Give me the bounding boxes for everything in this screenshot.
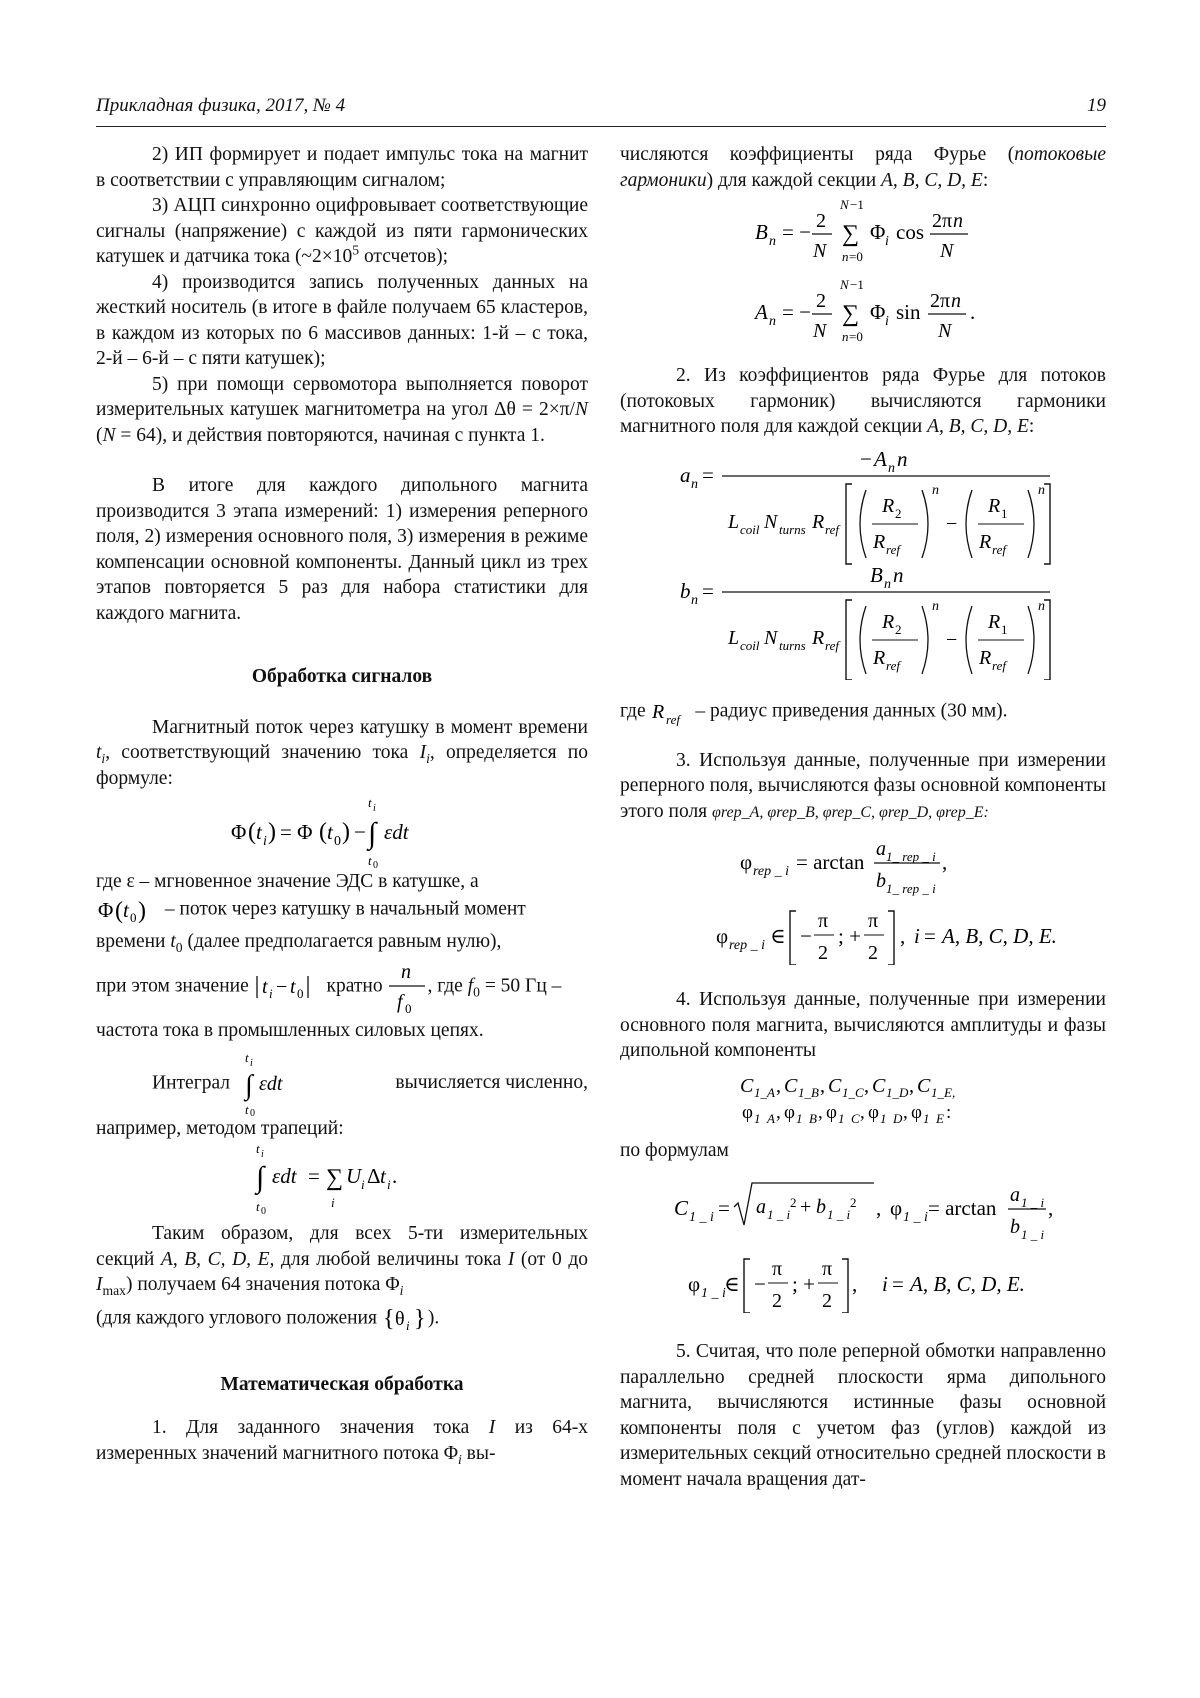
thus-paragraph-end: (для каждого углового положения { θ i } ). (96, 1305, 440, 1333)
svg-text:−: − (946, 628, 958, 651)
svg-text:= arctan: = arctan (796, 850, 865, 874)
svg-text:R: R (979, 646, 992, 669)
svg-text:C: C (828, 1074, 842, 1097)
svg-text:ref: ref (825, 637, 839, 653)
svg-text:= −: = − (782, 220, 811, 244)
svg-text:εdt: εdt (258, 1072, 283, 1095)
svg-text:f: f (397, 991, 404, 1013)
list-item-3: 3) АЦП синхронно оцифровывает соответствующие сигналы (напряжение) с каждой из пяти гармонических катушек и датчика тока ($\sim 2\times 10^5$ отсчетов); (96, 195, 588, 267)
svg-text:φ: φ (716, 924, 729, 948)
svg-text:0: 0 (249, 1107, 255, 1116)
svg-text:0: 0 (334, 834, 341, 849)
svg-text:t: t (261, 976, 268, 998)
where-eps-line-2: Φ ( t 0 ) – поток через катушку в начальный момент (96, 895, 588, 925)
svg-text:1_ rep _ i: 1_ rep _ i (886, 881, 936, 896)
svg-text:U: U (346, 1164, 362, 1188)
svg-text:n: n (401, 961, 412, 983)
svg-text:.: . (392, 1164, 398, 1188)
svg-text:1_D: 1_D (880, 1110, 903, 1124)
svg-text:cos: cos (896, 220, 924, 244)
svg-text:1_E: 1_E (923, 1110, 944, 1124)
svg-text:∈: ∈ (724, 1272, 740, 1296)
svg-text:=: = (308, 1164, 320, 1188)
svg-text:2: 2 (895, 505, 902, 521)
svg-text:π: π (868, 910, 879, 932)
svg-text:C: C (674, 1196, 689, 1220)
svg-text:C: C (784, 1074, 798, 1097)
svg-text:B: B (755, 220, 768, 244)
svg-text:R: R (988, 494, 1001, 517)
where-eps-line-1: где ε – мгновенное значение ЭДС в катушке, а (96, 871, 479, 892)
step-5-paragraph: 5. Считая, что поле реперной обмотки направленно параллельно средней плоскости ярма дипольного магнита, вычисляются истинные фазы основной компоненты поля с учетом фаз (углов) каждой из измерительных секций относительно средней плоскости в момент начала вращения дат- (620, 1341, 1106, 1490)
svg-text:,: , (818, 1101, 823, 1123)
svg-text:,: , (942, 850, 948, 874)
running-header (96, 92, 1106, 127)
journal-title: Прикладная физика, 2017, № 4 (96, 95, 346, 116)
theta-set (382, 1304, 428, 1334)
svg-text:t: t (123, 897, 129, 922)
svg-text:i: i (387, 1177, 391, 1192)
svg-text:0: 0 (405, 1001, 412, 1016)
svg-text:1_A: 1_A (754, 1084, 775, 1100)
svg-text:t: t (256, 1199, 260, 1214)
svg-text:1_A: 1_A (754, 1110, 775, 1124)
svg-text:1_B: 1_B (796, 1110, 817, 1124)
svg-text:−: − (354, 820, 366, 844)
svg-text:,: , (852, 1272, 858, 1296)
svg-text:t: t (368, 853, 372, 868)
svg-text:,: , (776, 1074, 781, 1097)
svg-text:b: b (680, 578, 691, 603)
svg-text:1: 1 (1001, 621, 1008, 637)
svg-text:1 _ i: 1 _ i (767, 1207, 791, 1222)
svg-text:1_C: 1_C (838, 1110, 860, 1124)
svg-text:n: n (769, 314, 776, 329)
svg-text:R: R (812, 626, 825, 649)
svg-text:2π: 2π (932, 210, 953, 232)
svg-text:0: 0 (373, 860, 378, 869)
svg-text:ref: ref (886, 541, 900, 557)
by-formulas-line: по формулам (620, 1139, 729, 1161)
svg-text:t: t (244, 1101, 249, 1116)
svg-text:N: N (840, 277, 849, 292)
svg-text:φ: φ (911, 1101, 922, 1123)
svg-text:N: N (840, 197, 849, 212)
svg-text:−: − (275, 976, 287, 998)
svg-text:−1: −1 (850, 277, 864, 292)
svg-text:0: 0 (261, 1206, 266, 1215)
svg-text:rep _ i: rep _ i (753, 864, 790, 879)
svg-text:εdt: εdt (384, 820, 409, 844)
svg-text:=: = (702, 462, 714, 487)
svg-text:i: i (373, 803, 376, 814)
step-3-paragraph: 3. Используя данные, полученные при измерении реперного поля, вычисляются фазы основной компоненты этого поля φrep_A, φrep_B, φrep_C, φrep_D, φrep_E: (620, 749, 1106, 822)
flux-formula (96, 791, 588, 869)
svg-text:i: i (331, 1195, 335, 1210)
svg-text:2: 2 (868, 942, 878, 964)
svg-text:n: n (1038, 598, 1045, 614)
svg-text:φ: φ (868, 1101, 879, 1123)
phi-t0-symbol (96, 895, 160, 925)
left-column (96, 142, 588, 1466)
svg-text:2π: 2π (930, 290, 951, 312)
svg-text:φ: φ (826, 1101, 837, 1123)
svg-text:turns: turns (779, 637, 806, 653)
svg-text:C: C (917, 1074, 931, 1097)
svg-text:−: − (946, 512, 958, 535)
svg-text:=: = (718, 1196, 730, 1220)
svg-text:1: 1 (1001, 505, 1008, 521)
svg-text:i: i (249, 1057, 253, 1069)
svg-text:t: t (380, 1164, 386, 1188)
step-4-paragraph: 4. Используя данные, полученные при измерении основного поля магнита, вычисляются амплитуды и фазы дипольной компоненты (620, 989, 1106, 1061)
svg-text:A, B, C, D, E.: A, B, C, D, E. (942, 924, 1057, 948)
svg-text:): ) (342, 819, 350, 845)
svg-text:Δ: Δ (367, 1164, 381, 1188)
svg-text:n: n (691, 592, 698, 608)
svg-text:a: a (756, 1196, 766, 1218)
svg-text:t: t (244, 1051, 249, 1065)
svg-text:n: n (842, 249, 849, 264)
svg-text:2: 2 (816, 210, 826, 232)
list-item-2: 2) ИП формирует и подает импульс тока на магнит в соответствии с управляющим сигналом; (96, 144, 588, 191)
field-harmonics-formulas (620, 440, 1106, 680)
svg-text:∫: ∫ (368, 817, 377, 850)
svg-text:L: L (728, 510, 740, 533)
svg-text:2: 2 (816, 290, 826, 312)
svg-text:R: R (873, 530, 886, 553)
svg-text:,: , (900, 924, 906, 948)
svg-text:(: ( (248, 819, 256, 845)
svg-text:N: N (764, 510, 778, 533)
svg-text:b: b (1010, 1216, 1020, 1238)
svg-text:= −: = − (782, 300, 811, 324)
step-1-paragraph: 1. Для заданного значения тока I из 64-х измеренных значений магнитного потока $\Phi_i$ вы- (96, 1417, 589, 1467)
svg-text:}: } (413, 1305, 426, 1332)
svg-text:2: 2 (772, 1290, 782, 1312)
svg-text:∑: ∑ (326, 1165, 344, 1191)
svg-text:1 _ i: 1 _ i (689, 1210, 714, 1225)
svg-text:n: n (953, 210, 963, 232)
svg-text:π: π (818, 910, 829, 932)
svg-text:sin: sin (896, 300, 921, 324)
bn-denominator (727, 599, 1050, 680)
svg-text:,: , (860, 1101, 865, 1123)
svg-text:A, B, C, D, E.: A, B, C, D, E. (910, 1272, 1025, 1296)
svg-text:φ: φ (784, 1101, 795, 1123)
svg-text:R: R (652, 700, 665, 723)
svg-text:=: = (892, 1272, 904, 1296)
svg-text:1_E,: 1_E, (931, 1084, 956, 1100)
abs-ti-t0 (254, 972, 322, 1002)
svg-text:Φ: Φ (870, 220, 886, 244)
svg-text:ref: ref (886, 657, 900, 673)
svg-text:n: n (884, 576, 891, 592)
svg-text:R: R (882, 494, 895, 517)
svg-text:B: B (870, 562, 883, 587)
right-column (620, 142, 1106, 1492)
svg-text:a: a (876, 838, 886, 860)
svg-text:,: , (820, 1074, 825, 1097)
svg-text:εdt: εdt (272, 1164, 297, 1188)
svg-text:=: = (924, 924, 936, 948)
integral-paragraph: Интеграл ∫ t i t 0 εdt вычисляется численно, (96, 1052, 588, 1116)
svg-text:Φ: Φ (98, 897, 114, 922)
svg-text:N: N (940, 240, 954, 262)
summary-paragraph: В итоге для каждого дипольного магнита производится 3 этапа измерений: 1) измерения реперного поля, 2) измерения основного поля, 3) измерения в режиме компенсации основной компоненты. Данный цикл из трех этапов повторяется 5 раз для набора статистики для каждого магнита. (96, 475, 588, 624)
svg-text:n: n (769, 234, 776, 249)
trapezoid-formula (96, 1141, 588, 1215)
svg-text:∈: ∈ (770, 924, 786, 948)
svg-text:R: R (988, 610, 1001, 633)
svg-text:1_C: 1_C (842, 1084, 864, 1100)
list-item-5: 5) при помощи сервомотора выполняется поворот измерительных катушек магнитометра на угол Δθ = 2×π/N (N = 64), и действия повторяются, начиная с пункта 1. (96, 373, 588, 446)
svg-text::: : (946, 1101, 952, 1123)
page-number: 19 (1087, 95, 1106, 116)
svg-text:t: t (256, 820, 262, 844)
an-denominator (727, 483, 1050, 564)
svg-text:i: i (882, 1272, 888, 1296)
svg-text:a: a (1010, 1184, 1020, 1206)
svg-text:a: a (680, 462, 691, 487)
svg-text:1_D: 1_D (886, 1084, 909, 1100)
svg-text:C: C (740, 1074, 754, 1097)
fourier-continuation: числяются коэффициенты ряда Фурье (потоковые гармоники) для каждой секции A, B, C, D, E: (620, 144, 1106, 191)
svg-text:C: C (872, 1074, 886, 1097)
flux-paragraph: Магнитный поток через катушку в момент времени $t_i$, соответствующий значению тока $I_i$, определяется по формуле: (96, 716, 588, 789)
svg-text:∑: ∑ (842, 221, 860, 247)
where-eps-line-4: при этом значение t i − t 0 кратно n f 0 , где $f_0 = 50$ Гц – (96, 958, 588, 1016)
svg-text:turns: turns (779, 521, 806, 537)
svg-text:θ: θ (394, 1307, 405, 1330)
svg-text:π: π (822, 1258, 833, 1280)
svg-text:,: , (864, 1074, 869, 1097)
svg-text:A: A (874, 446, 887, 471)
svg-text:=0: =0 (849, 329, 863, 344)
svg-text:n: n (691, 476, 698, 492)
svg-text:= arctan: = arctan (928, 1196, 997, 1220)
svg-text:−: − (754, 1272, 766, 1296)
trapezoid-line: например, методом трапеций: (96, 1117, 344, 1139)
svg-text:ref: ref (992, 541, 1006, 557)
svg-text:n: n (932, 598, 939, 614)
integral-eps-dt (235, 1052, 297, 1116)
svg-text:): ) (268, 819, 276, 845)
svg-text:.: . (970, 300, 976, 324)
svg-text:): ) (138, 897, 146, 924)
svg-text:=0: =0 (849, 249, 863, 264)
svg-text:rep _ i: rep _ i (729, 938, 766, 953)
svg-text:1 _ i: 1 _ i (701, 1286, 726, 1301)
svg-text:N: N (938, 320, 952, 342)
svg-text:−: − (800, 924, 812, 948)
svg-text:2: 2 (790, 1195, 797, 1210)
svg-text:2: 2 (895, 621, 902, 637)
svg-text:φ: φ (742, 1101, 753, 1123)
svg-text:2: 2 (850, 1195, 857, 1210)
svg-text:ref: ref (825, 521, 839, 537)
svg-text:1_ rep _ i: 1_ rep _ i (886, 849, 936, 864)
svg-text:i: i (885, 314, 889, 329)
svg-text:∫: ∫ (256, 1161, 265, 1194)
svg-text:L: L (728, 626, 740, 649)
svg-text:i: i (405, 1317, 410, 1333)
svg-text:φ: φ (740, 850, 753, 874)
r-ref-symbol (650, 698, 690, 726)
svg-text:i: i (268, 986, 273, 1001)
svg-text:,: , (776, 1101, 781, 1123)
svg-text:φ: φ (688, 1272, 701, 1296)
svg-text:t: t (256, 1141, 260, 1156)
svg-text:2: 2 (818, 942, 828, 964)
fourier-Bn-formula (620, 193, 1106, 269)
svg-text:1 _ i: 1 _ i (1021, 1195, 1045, 1210)
svg-text:1_B: 1_B (798, 1084, 819, 1100)
svg-text:i: i (914, 924, 920, 948)
svg-text:Φ: Φ (231, 820, 247, 844)
svg-text:1 _ i: 1 _ i (1021, 1227, 1045, 1242)
svg-text:i: i (261, 1149, 264, 1160)
svg-text:R: R (812, 510, 825, 533)
svg-text:π: π (772, 1258, 783, 1280)
svg-text:,: , (903, 1101, 908, 1123)
svg-text:coil: coil (740, 637, 760, 653)
thus-paragraph: Таким образом, для всех 5-ти измерительных секций A, B, C, D, E, для любой величины тока I (от 0 до $I_{max}$) получаем 64 значения потока $\Phi_i$ (96, 1223, 588, 1298)
svg-text:N: N (813, 240, 827, 262)
svg-text:Φ: Φ (870, 300, 886, 324)
svg-text:(: ( (115, 897, 123, 924)
svg-text:n: n (897, 446, 908, 471)
svg-text:∑: ∑ (842, 301, 860, 327)
svg-text:2: 2 (822, 1290, 832, 1312)
svg-text:0: 0 (130, 909, 137, 925)
svg-text:n: n (893, 562, 904, 587)
c1-phi1-formulas (620, 1163, 1106, 1313)
svg-text:; +: ; + (792, 1272, 815, 1296)
where-rref-line: где R ref – радиус приведения данных (30 мм). (620, 698, 1106, 726)
svg-text:1 _ i: 1 _ i (903, 1210, 928, 1225)
svg-text:N: N (813, 320, 827, 342)
svg-text:,: , (909, 1074, 914, 1097)
svg-text:,: , (876, 1196, 882, 1220)
svg-text:coil: coil (740, 521, 760, 537)
svg-text:∫: ∫ (244, 1069, 253, 1101)
svg-text:−: − (860, 446, 872, 471)
svg-text:n: n (932, 482, 939, 498)
svg-text:i: i (263, 834, 267, 849)
where-eps-line-5: частота тока в промышленных силовых цепях. (96, 1020, 484, 1041)
svg-text:{: { (382, 1305, 395, 1332)
svg-text:b: b (876, 870, 886, 892)
svg-text:(: ( (319, 819, 327, 845)
svg-text:n: n (951, 290, 961, 312)
section-title-signal-processing: Обработка сигналов (251, 666, 433, 687)
svg-text:= Φ: = Φ (280, 820, 313, 844)
svg-text:ref: ref (666, 711, 681, 726)
svg-text:R: R (979, 530, 992, 553)
phi-rep-formulas (620, 825, 1106, 965)
svg-text:N: N (764, 626, 778, 649)
svg-text:n: n (888, 460, 895, 476)
svg-text:=: = (702, 578, 714, 603)
svg-text:b: b (816, 1196, 826, 1218)
svg-text:t: t (368, 795, 372, 810)
svg-text:1 _ i: 1 _ i (827, 1207, 851, 1222)
n-over-f0 (387, 958, 427, 1016)
svg-text:,: , (1048, 1196, 1054, 1220)
list-item-4: 4) производится запись полученных данных на жесткий носитель (в итоге в файле получаем 65 кластеров, в каждом из которых по 6 массивов данных: 1-й – с тока, 2-й – 6-й – с пяти катушек); (96, 271, 588, 369)
where-eps-line-3: времени $t_0$ (далее предполагается равным нулю), (96, 930, 502, 955)
svg-text:R: R (882, 610, 895, 633)
svg-text:i: i (361, 1177, 365, 1192)
svg-text:n: n (1038, 482, 1045, 498)
svg-text:−1: −1 (850, 197, 864, 212)
svg-text:i: i (885, 234, 889, 249)
svg-text:ref: ref (992, 657, 1006, 673)
svg-text:t: t (327, 820, 333, 844)
svg-text:0: 0 (296, 986, 304, 1001)
svg-text:R: R (873, 646, 886, 669)
section-title-math-processing: Математическая обработка (220, 1373, 464, 1395)
svg-text:; +: ; + (838, 924, 861, 948)
svg-text:φ: φ (890, 1196, 903, 1220)
svg-text:+: + (800, 1196, 812, 1218)
svg-text:t: t (289, 976, 296, 998)
step-2-paragraph: 2. Из коэффициентов ряда Фурье для потоков (потоковых гармоник) вычисляются гармоники магнитного поля для каждой секции A, B, C, D, E: (620, 365, 1106, 437)
svg-text:n: n (842, 329, 849, 344)
svg-text:A: A (755, 300, 768, 324)
fourier-An-formula (620, 269, 1106, 349)
c1-phi1-lists (620, 1064, 1106, 1124)
